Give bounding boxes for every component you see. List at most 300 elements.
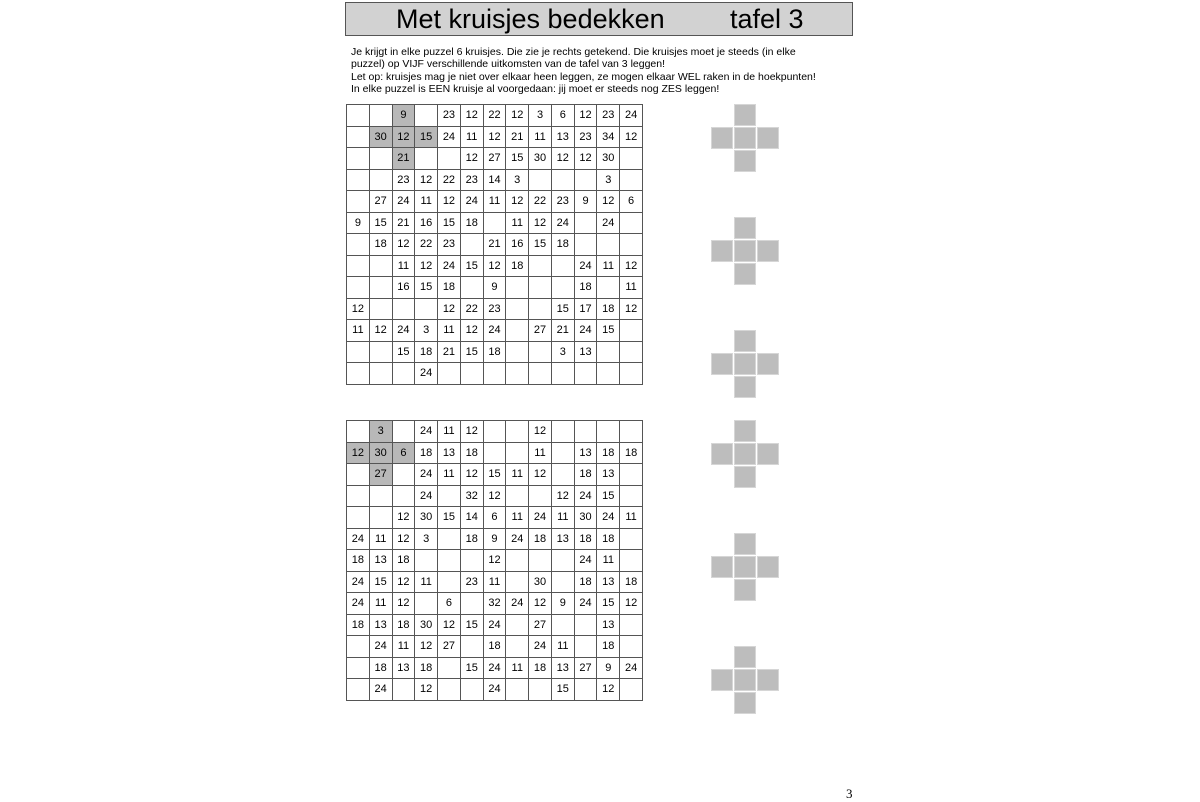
grid-cell[interactable]: 11	[506, 464, 529, 486]
grid-cell[interactable]: 24	[574, 593, 597, 615]
grid-cell[interactable]: 18	[529, 528, 552, 550]
grid-cell[interactable]	[620, 528, 643, 550]
grid-cell[interactable]: 15	[551, 298, 574, 320]
grid-cell[interactable]: 13	[392, 657, 415, 679]
grid-cell[interactable]: 12	[620, 255, 643, 277]
grid-cell[interactable]	[438, 148, 461, 170]
grid-cell[interactable]: 11	[551, 507, 574, 529]
grid-cell[interactable]	[460, 277, 483, 299]
grid-cell[interactable]	[392, 298, 415, 320]
grid-cell[interactable]	[483, 363, 506, 385]
grid-cell[interactable]	[529, 169, 552, 191]
grid-cell[interactable]: 32	[460, 485, 483, 507]
grid-cell[interactable]: 6	[483, 507, 506, 529]
grid-cell[interactable]: 18	[369, 657, 392, 679]
grid-cell[interactable]: 11	[438, 464, 461, 486]
grid-cell[interactable]: 24	[483, 679, 506, 701]
grid-cell[interactable]: 18	[574, 571, 597, 593]
grid-cell[interactable]: 24	[438, 126, 461, 148]
grid-cell[interactable]	[460, 363, 483, 385]
grid-cell[interactable]	[620, 679, 643, 701]
grid-cell[interactable]: 18	[597, 636, 620, 658]
grid-cell[interactable]: 15	[483, 464, 506, 486]
grid-cell[interactable]	[415, 105, 438, 127]
grid-cell[interactable]: 12	[460, 105, 483, 127]
grid-cell[interactable]: 15	[460, 614, 483, 636]
grid-cell[interactable]: 3	[529, 105, 552, 127]
grid-cell[interactable]: 18	[483, 636, 506, 658]
grid-cell[interactable]: 3	[551, 341, 574, 363]
grid-cell[interactable]	[620, 234, 643, 256]
grid-cell[interactable]: 18	[551, 234, 574, 256]
grid-cell[interactable]: 15	[460, 341, 483, 363]
grid-cell[interactable]	[415, 148, 438, 170]
grid-cell[interactable]	[506, 341, 529, 363]
grid-cell[interactable]: 3	[369, 421, 392, 443]
grid-cell[interactable]	[597, 277, 620, 299]
grid-cell[interactable]	[597, 341, 620, 363]
grid-cell[interactable]: 11	[438, 421, 461, 443]
grid-cell[interactable]	[347, 636, 370, 658]
grid-cell[interactable]: 24	[506, 593, 529, 615]
grid-cell[interactable]: 12	[415, 169, 438, 191]
grid-cell[interactable]: 11	[597, 255, 620, 277]
grid-cell[interactable]: 27	[369, 464, 392, 486]
grid-cell[interactable]	[415, 593, 438, 615]
grid-cell[interactable]	[347, 464, 370, 486]
grid-cell[interactable]: 15	[369, 212, 392, 234]
grid-cell[interactable]: 24	[529, 507, 552, 529]
grid-cell[interactable]	[620, 614, 643, 636]
grid-cell[interactable]: 12	[551, 148, 574, 170]
grid-cell[interactable]: 12	[483, 550, 506, 572]
grid-cell[interactable]	[438, 528, 461, 550]
grid-cell[interactable]: 11	[369, 528, 392, 550]
grid-cell[interactable]: 18	[415, 657, 438, 679]
grid-cell[interactable]	[551, 255, 574, 277]
grid-cell[interactable]: 11	[392, 255, 415, 277]
grid-cell[interactable]	[620, 320, 643, 342]
grid-cell[interactable]: 23	[392, 169, 415, 191]
grid-cell[interactable]: 24	[574, 485, 597, 507]
grid-cell[interactable]	[347, 105, 370, 127]
grid-cell[interactable]	[597, 363, 620, 385]
grid-cell[interactable]: 13	[551, 126, 574, 148]
grid-cell[interactable]: 30	[529, 148, 552, 170]
grid-cell[interactable]: 24	[415, 421, 438, 443]
grid-cell[interactable]: 23	[438, 234, 461, 256]
grid-cell[interactable]	[460, 550, 483, 572]
grid-cell[interactable]	[347, 169, 370, 191]
grid-cell[interactable]	[620, 169, 643, 191]
grid-cell[interactable]: 24	[483, 320, 506, 342]
grid-cell[interactable]: 24	[392, 320, 415, 342]
grid-cell[interactable]	[415, 550, 438, 572]
grid-cell[interactable]: 12	[483, 126, 506, 148]
grid-cell[interactable]	[597, 234, 620, 256]
grid-cell[interactable]	[483, 212, 506, 234]
grid-cell[interactable]	[460, 636, 483, 658]
grid-cell[interactable]	[347, 485, 370, 507]
grid-cell[interactable]: 18	[347, 550, 370, 572]
grid-cell[interactable]	[506, 550, 529, 572]
grid-cell[interactable]: 12	[597, 191, 620, 213]
grid-cell[interactable]: 18	[574, 528, 597, 550]
grid-cell[interactable]: 24	[415, 464, 438, 486]
grid-cell[interactable]: 11	[529, 442, 552, 464]
grid-cell[interactable]	[620, 341, 643, 363]
grid-cell[interactable]: 11	[460, 126, 483, 148]
grid-cell[interactable]	[551, 169, 574, 191]
grid-cell[interactable]: 24	[483, 614, 506, 636]
grid-cell[interactable]: 12	[392, 593, 415, 615]
grid-cell[interactable]	[574, 169, 597, 191]
grid-cell[interactable]: 23	[551, 191, 574, 213]
grid-cell[interactable]: 11	[529, 126, 552, 148]
grid-cell[interactable]: 12	[415, 679, 438, 701]
grid-cell[interactable]: 12	[460, 148, 483, 170]
grid-cell[interactable]: 13	[551, 657, 574, 679]
grid-cell[interactable]	[506, 679, 529, 701]
grid-cell[interactable]	[529, 485, 552, 507]
grid-cell[interactable]: 23	[438, 105, 461, 127]
grid-cell[interactable]	[551, 464, 574, 486]
grid-cell[interactable]: 11	[369, 593, 392, 615]
grid-cell[interactable]: 6	[438, 593, 461, 615]
grid-cell[interactable]: 24	[369, 679, 392, 701]
grid-cell[interactable]: 24	[529, 636, 552, 658]
grid-cell[interactable]: 12	[347, 442, 370, 464]
grid-cell[interactable]: 18	[597, 528, 620, 550]
grid-cell[interactable]: 11	[483, 191, 506, 213]
grid-cell[interactable]	[529, 679, 552, 701]
grid-cell[interactable]: 11	[506, 507, 529, 529]
grid-cell[interactable]: 12	[347, 298, 370, 320]
grid-cell[interactable]: 18	[415, 341, 438, 363]
grid-cell[interactable]: 23	[483, 298, 506, 320]
grid-cell[interactable]: 12	[392, 507, 415, 529]
grid-cell[interactable]: 15	[415, 277, 438, 299]
grid-cell[interactable]	[415, 298, 438, 320]
grid-cell[interactable]	[438, 363, 461, 385]
grid-cell[interactable]: 15	[438, 212, 461, 234]
grid-cell[interactable]: 3	[415, 528, 438, 550]
grid-cell[interactable]: 12	[483, 485, 506, 507]
grid-cell[interactable]: 18	[392, 550, 415, 572]
grid-cell[interactable]	[620, 363, 643, 385]
grid-cell[interactable]: 30	[415, 507, 438, 529]
grid-cell[interactable]: 24	[506, 528, 529, 550]
grid-cell[interactable]: 27	[369, 191, 392, 213]
grid-cell[interactable]: 18	[460, 528, 483, 550]
grid-cell[interactable]: 21	[506, 126, 529, 148]
grid-cell[interactable]	[460, 679, 483, 701]
grid-cell[interactable]: 12	[506, 191, 529, 213]
grid-cell[interactable]: 9	[347, 212, 370, 234]
grid-cell[interactable]: 24	[574, 255, 597, 277]
grid-cell[interactable]: 18	[574, 277, 597, 299]
grid-cell[interactable]	[347, 234, 370, 256]
grid-cell[interactable]: 30	[597, 148, 620, 170]
grid-cell[interactable]: 30	[369, 126, 392, 148]
grid-cell[interactable]: 15	[597, 485, 620, 507]
grid-cell[interactable]: 27	[438, 636, 461, 658]
grid-cell[interactable]: 12	[460, 421, 483, 443]
grid-cell[interactable]: 24	[551, 212, 574, 234]
grid-cell[interactable]: 24	[347, 528, 370, 550]
plus-cross-icon[interactable]	[711, 533, 779, 601]
grid-cell[interactable]: 11	[438, 320, 461, 342]
grid-cell[interactable]: 12	[392, 234, 415, 256]
grid-cell[interactable]	[438, 679, 461, 701]
grid-cell[interactable]	[369, 298, 392, 320]
grid-cell[interactable]: 23	[574, 126, 597, 148]
grid-cell[interactable]: 24	[620, 657, 643, 679]
grid-cell[interactable]: 18	[438, 277, 461, 299]
grid-cell[interactable]: 18	[415, 442, 438, 464]
grid-cell[interactable]: 12	[392, 126, 415, 148]
grid-cell[interactable]: 18	[460, 442, 483, 464]
grid-cell[interactable]	[392, 485, 415, 507]
grid-cell[interactable]: 18	[620, 442, 643, 464]
grid-cell[interactable]	[369, 485, 392, 507]
grid-cell[interactable]: 24	[597, 212, 620, 234]
grid-cell[interactable]: 34	[597, 126, 620, 148]
grid-cell[interactable]: 3	[415, 320, 438, 342]
grid-cell[interactable]: 13	[369, 550, 392, 572]
grid-cell[interactable]: 24	[483, 657, 506, 679]
grid-cell[interactable]: 12	[438, 191, 461, 213]
grid-cell[interactable]: 13	[551, 528, 574, 550]
grid-cell[interactable]: 27	[529, 614, 552, 636]
grid-cell[interactable]: 24	[415, 485, 438, 507]
grid-cell[interactable]	[620, 464, 643, 486]
grid-cell[interactable]	[574, 421, 597, 443]
grid-cell[interactable]: 12	[529, 464, 552, 486]
grid-cell[interactable]: 11	[620, 277, 643, 299]
grid-cell[interactable]: 11	[620, 507, 643, 529]
grid-cell[interactable]: 12	[551, 485, 574, 507]
grid-cell[interactable]: 12	[460, 320, 483, 342]
grid-cell[interactable]	[438, 571, 461, 593]
grid-cell[interactable]	[620, 212, 643, 234]
grid-cell[interactable]	[369, 148, 392, 170]
grid-cell[interactable]: 6	[392, 442, 415, 464]
grid-cell[interactable]: 30	[415, 614, 438, 636]
grid-cell[interactable]: 11	[506, 212, 529, 234]
grid-cell[interactable]: 12	[483, 255, 506, 277]
grid-cell[interactable]: 18	[597, 442, 620, 464]
grid-cell[interactable]	[620, 636, 643, 658]
grid-cell[interactable]	[551, 571, 574, 593]
grid-cell[interactable]: 18	[574, 464, 597, 486]
grid-cell[interactable]: 12	[369, 320, 392, 342]
grid-cell[interactable]: 13	[438, 442, 461, 464]
grid-cell[interactable]	[369, 507, 392, 529]
grid-cell[interactable]	[347, 657, 370, 679]
grid-cell[interactable]: 18	[369, 234, 392, 256]
grid-cell[interactable]: 16	[392, 277, 415, 299]
grid-cell[interactable]: 12	[597, 679, 620, 701]
grid-cell[interactable]	[392, 363, 415, 385]
grid-cell[interactable]: 11	[597, 550, 620, 572]
grid-cell[interactable]: 22	[415, 234, 438, 256]
grid-cell[interactable]: 15	[460, 657, 483, 679]
grid-cell[interactable]	[347, 277, 370, 299]
grid-cell[interactable]: 3	[506, 169, 529, 191]
grid-cell[interactable]: 16	[415, 212, 438, 234]
grid-cell[interactable]: 15	[460, 255, 483, 277]
grid-cell[interactable]: 18	[506, 255, 529, 277]
grid-cell[interactable]	[506, 298, 529, 320]
grid-cell[interactable]: 23	[460, 169, 483, 191]
grid-cell[interactable]	[438, 550, 461, 572]
grid-cell[interactable]: 16	[506, 234, 529, 256]
grid-cell[interactable]: 12	[415, 255, 438, 277]
grid-cell[interactable]	[369, 105, 392, 127]
grid-cell[interactable]: 12	[529, 593, 552, 615]
grid-cell[interactable]	[347, 341, 370, 363]
grid-cell[interactable]: 27	[483, 148, 506, 170]
plus-cross-icon[interactable]	[711, 217, 779, 285]
grid-cell[interactable]: 12	[574, 105, 597, 127]
grid-cell[interactable]: 13	[597, 464, 620, 486]
grid-cell[interactable]: 18	[483, 341, 506, 363]
grid-cell[interactable]: 12	[620, 126, 643, 148]
grid-cell[interactable]	[574, 614, 597, 636]
grid-cell[interactable]: 11	[392, 636, 415, 658]
grid-cell[interactable]: 15	[551, 679, 574, 701]
grid-cell[interactable]	[574, 679, 597, 701]
grid-cell[interactable]	[460, 593, 483, 615]
grid-cell[interactable]: 24	[392, 191, 415, 213]
grid-cell[interactable]: 17	[574, 298, 597, 320]
grid-cell[interactable]	[529, 277, 552, 299]
grid-cell[interactable]: 15	[392, 341, 415, 363]
grid-cell[interactable]: 15	[597, 593, 620, 615]
grid-cell[interactable]	[506, 277, 529, 299]
grid-cell[interactable]: 24	[347, 571, 370, 593]
grid-cell[interactable]	[369, 255, 392, 277]
grid-cell[interactable]	[551, 277, 574, 299]
grid-cell[interactable]: 11	[415, 191, 438, 213]
grid-cell[interactable]	[551, 614, 574, 636]
grid-cell[interactable]	[506, 320, 529, 342]
grid-cell[interactable]	[347, 191, 370, 213]
grid-cell[interactable]	[369, 363, 392, 385]
grid-cell[interactable]: 9	[392, 105, 415, 127]
grid-cell[interactable]	[347, 679, 370, 701]
grid-cell[interactable]	[620, 148, 643, 170]
grid-cell[interactable]: 24	[620, 105, 643, 127]
grid-cell[interactable]	[506, 571, 529, 593]
grid-cell[interactable]	[597, 421, 620, 443]
grid-cell[interactable]	[620, 485, 643, 507]
grid-cell[interactable]	[392, 464, 415, 486]
grid-cell[interactable]: 9	[483, 277, 506, 299]
grid-cell[interactable]: 6	[551, 105, 574, 127]
grid-cell[interactable]	[438, 485, 461, 507]
grid-cell[interactable]	[574, 363, 597, 385]
grid-cell[interactable]: 32	[483, 593, 506, 615]
grid-cell[interactable]	[506, 421, 529, 443]
grid-cell[interactable]: 12	[438, 298, 461, 320]
grid-cell[interactable]: 12	[392, 571, 415, 593]
grid-cell[interactable]: 13	[574, 442, 597, 464]
grid-cell[interactable]: 13	[369, 614, 392, 636]
plus-cross-icon[interactable]	[711, 420, 779, 488]
plus-cross-icon[interactable]	[711, 330, 779, 398]
grid-cell[interactable]: 13	[597, 614, 620, 636]
grid-cell[interactable]	[347, 255, 370, 277]
grid-cell[interactable]: 24	[574, 550, 597, 572]
grid-cell[interactable]: 24	[574, 320, 597, 342]
grid-cell[interactable]	[369, 169, 392, 191]
grid-cell[interactable]: 18	[529, 657, 552, 679]
grid-cell[interactable]: 12	[620, 593, 643, 615]
grid-cell[interactable]: 23	[460, 571, 483, 593]
grid-cell[interactable]	[551, 421, 574, 443]
grid-cell[interactable]	[574, 636, 597, 658]
grid-cell[interactable]: 30	[574, 507, 597, 529]
grid-cell[interactable]	[506, 442, 529, 464]
grid-cell[interactable]	[529, 341, 552, 363]
grid-cell[interactable]: 21	[392, 212, 415, 234]
grid-cell[interactable]: 12	[392, 528, 415, 550]
grid-cell[interactable]: 13	[574, 341, 597, 363]
grid-cell[interactable]: 24	[460, 191, 483, 213]
grid-cell[interactable]: 21	[392, 148, 415, 170]
grid-cell[interactable]: 24	[597, 507, 620, 529]
grid-cell[interactable]	[438, 657, 461, 679]
grid-cell[interactable]	[551, 442, 574, 464]
grid-cell[interactable]: 21	[483, 234, 506, 256]
grid-cell[interactable]: 21	[438, 341, 461, 363]
grid-cell[interactable]	[551, 363, 574, 385]
grid-cell[interactable]: 22	[460, 298, 483, 320]
grid-cell[interactable]: 21	[551, 320, 574, 342]
grid-cell[interactable]: 12	[574, 148, 597, 170]
grid-cell[interactable]	[347, 507, 370, 529]
grid-cell[interactable]: 9	[574, 191, 597, 213]
grid-cell[interactable]: 24	[415, 363, 438, 385]
grid-cell[interactable]: 12	[460, 464, 483, 486]
grid-cell[interactable]: 22	[438, 169, 461, 191]
grid-cell[interactable]	[574, 212, 597, 234]
grid-cell[interactable]: 15	[506, 148, 529, 170]
grid-cell[interactable]: 14	[483, 169, 506, 191]
grid-cell[interactable]	[483, 442, 506, 464]
grid-cell[interactable]: 18	[347, 614, 370, 636]
grid-cell[interactable]: 12	[438, 614, 461, 636]
grid-cell[interactable]: 15	[529, 234, 552, 256]
grid-cell[interactable]: 15	[369, 571, 392, 593]
plus-cross-icon[interactable]	[711, 646, 779, 714]
grid-cell[interactable]	[483, 421, 506, 443]
grid-cell[interactable]	[347, 363, 370, 385]
grid-cell[interactable]: 15	[597, 320, 620, 342]
grid-cell[interactable]	[506, 363, 529, 385]
grid-cell[interactable]	[506, 614, 529, 636]
grid-cell[interactable]	[347, 126, 370, 148]
grid-cell[interactable]: 13	[597, 571, 620, 593]
grid-cell[interactable]: 12	[529, 212, 552, 234]
grid-cell[interactable]: 9	[597, 657, 620, 679]
grid-cell[interactable]: 11	[347, 320, 370, 342]
grid-cell[interactable]: 3	[597, 169, 620, 191]
grid-cell[interactable]: 18	[460, 212, 483, 234]
grid-cell[interactable]: 24	[347, 593, 370, 615]
